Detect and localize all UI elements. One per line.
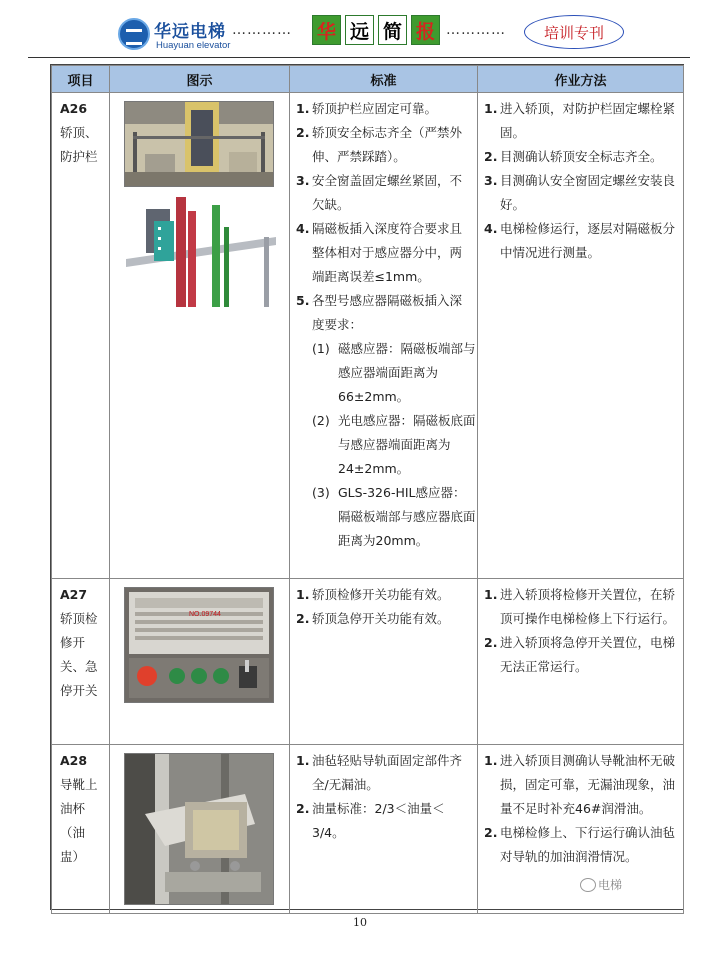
col-header-item: 项目 <box>52 66 110 93</box>
watermark-text: 电梯 <box>598 878 623 892</box>
newsletter-char-3: 简 <box>378 15 407 45</box>
method-list <box>478 745 683 869</box>
method-cell <box>478 579 684 745</box>
list-item: 2. 油量标准：2/3＜油量＜3/4。 <box>296 801 445 840</box>
list-item: 2. 电梯检修上、下行运行确认油毡对导轨的加油润滑情况。 <box>484 825 676 864</box>
item-code: A26 <box>60 101 88 116</box>
list-item: (3) GLS-326-HIL感应器：隔磁板端部与感应器底面距离为20mm。 <box>312 485 476 548</box>
header-dots-left: ………… <box>232 22 292 38</box>
method-cell <box>478 93 684 579</box>
list-item: 4. 电梯检修运行，逐层对隔磁板分中情况进行测量。 <box>484 221 676 260</box>
newsletter-char-2: 远 <box>345 15 374 45</box>
item-name: 轿顶检修开关、急停开关 <box>60 611 98 698</box>
illustration-cell <box>110 93 290 579</box>
item-name: 轿顶、防护栏 <box>60 125 98 164</box>
list-item: 1. 进入轿顶目测确认导靴油杯无破损，固定可靠，无漏油现象，油量不足时补充46#润滑油。 <box>484 753 676 816</box>
list-item: 4. 隔磁板插入深度符合要求且整体相对于感应器分中，两端距离误差≤1mm。 <box>296 221 463 284</box>
company-name-cn: 华远电梯 <box>154 22 226 42</box>
issue-badge: 培训专刊 <box>524 15 624 49</box>
item-name: 导靴上油杯（油盅） <box>60 777 98 864</box>
table-row <box>52 93 684 579</box>
list-item: 3. 目测确认安全窗固定螺丝安装良好。 <box>484 173 676 212</box>
list-item: 1. 进入轿顶，对防护栏固定螺栓紧固。 <box>484 101 676 140</box>
oil-cup-photo <box>124 753 274 905</box>
maintenance-table <box>50 64 684 910</box>
item-cell <box>52 93 110 579</box>
illustration-cell <box>110 745 290 914</box>
standard-cell <box>290 579 478 745</box>
newsletter-title <box>312 15 440 45</box>
company-logo-icon <box>118 18 150 50</box>
list-item: 1. 进入轿顶将检修开关置位，在轿顶可操作电梯检修上下行运行。 <box>484 587 676 626</box>
item-cell <box>52 579 110 745</box>
col-header-standard: 标准 <box>290 66 478 93</box>
list-item: (1) 磁感应器：隔磁板端部与感应器端面距离为66±2mm。 <box>312 341 476 404</box>
list-item: 1. 轿顶护栏应固定可靠。 <box>296 101 438 116</box>
list-item: 5. 各型号感应器隔磁板插入深度要求： <box>296 293 463 332</box>
list-item: 2. 进入轿顶将急停开关置位，电梯无法正常运行。 <box>484 635 676 674</box>
newsletter-char-4: 报 <box>411 15 440 45</box>
standard-list <box>290 745 477 845</box>
standard-list <box>290 579 477 631</box>
standard-cell <box>290 745 478 914</box>
item-code: A27 <box>60 587 88 602</box>
list-item: (2) 光电感应器：隔磁板底面与感应器端面距离为24±2mm。 <box>312 413 476 476</box>
switch-panel-label: NO.09744 <box>189 611 221 618</box>
table-row <box>52 579 684 745</box>
sub-standard-list <box>290 337 477 553</box>
standard-list <box>290 93 477 337</box>
list-item: 2. 轿顶急停开关功能有效。 <box>296 611 450 626</box>
page-number: 10 <box>353 916 367 929</box>
col-header-illustration: 图示 <box>110 66 290 93</box>
header-divider <box>28 57 690 58</box>
col-header-method: 作业方法 <box>478 66 684 93</box>
car-top-guardrail-photo <box>124 101 274 187</box>
method-list <box>478 93 683 265</box>
page-header <box>0 0 720 62</box>
illustration-cell <box>110 579 290 745</box>
header-dots-right: ………… <box>446 22 506 38</box>
inspection-switch-photo <box>124 587 274 703</box>
newsletter-char-1: 华 <box>312 15 341 45</box>
list-item: 1. 油毡轻贴导轨面固定部件齐全/无漏油。 <box>296 753 463 792</box>
list-item: 1. 轿顶检修开关功能有效。 <box>296 587 450 602</box>
method-list <box>478 579 683 679</box>
standard-cell <box>290 93 478 579</box>
list-item: 3. 安全窗盖固定螺丝紧固，不欠缺。 <box>296 173 463 212</box>
list-item: 2. 轿顶安全标志齐全（严禁外伸、严禁踩踏）。 <box>296 125 463 164</box>
wechat-icon <box>580 878 596 892</box>
item-code: A28 <box>60 753 88 768</box>
sensor-vane-diagram <box>124 197 276 307</box>
list-item: 2. 目测确认轿顶安全标志齐全。 <box>484 149 663 164</box>
item-cell <box>52 745 110 914</box>
company-name-en: Huayuan elevator <box>156 40 231 51</box>
table-header-row <box>52 66 684 93</box>
